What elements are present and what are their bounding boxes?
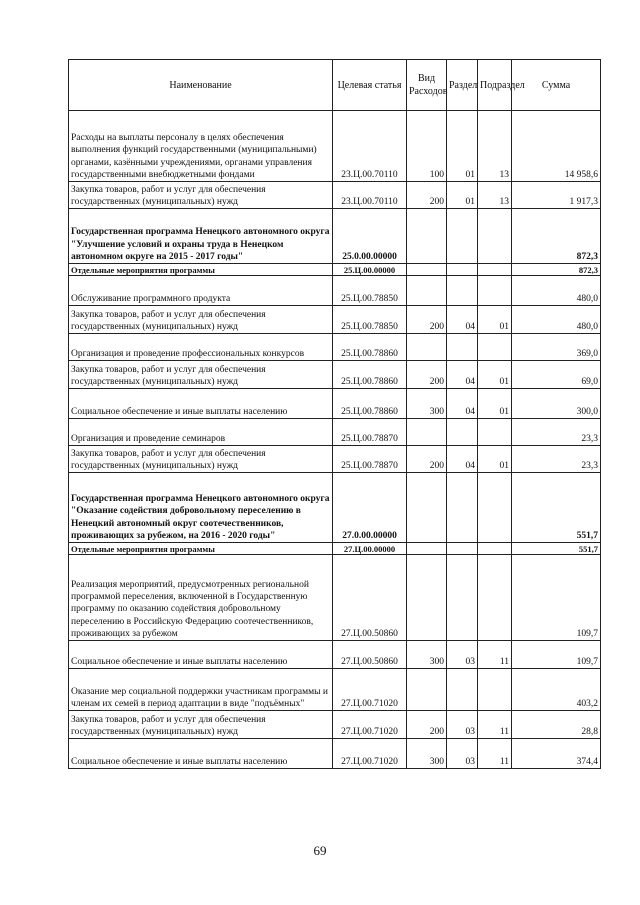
row-razdel: 04 [447, 446, 478, 473]
row-vid: 200 [407, 446, 447, 473]
row-podrazdel: 11 [478, 711, 512, 739]
row-podrazdel: 01 [478, 306, 512, 334]
row-sum: 480,0 [512, 276, 601, 306]
row-target: 27.Ц.00.71020 [333, 711, 407, 739]
row-sum: 374,4 [512, 739, 601, 769]
table-row [69, 306, 601, 334]
table-row [69, 669, 601, 711]
row-name: Закупка товаров, работ и услуг для обеспечения государственных (муниципальных) нужд [69, 711, 333, 739]
row-name: Оказание мер социальной поддержки участникам программы и членам их семей в период адаптации в виде "подъёмных" [69, 669, 333, 711]
row-name: Социальное обеспечение и иные выплаты населению [69, 739, 333, 769]
row-vid [407, 473, 447, 543]
header-target: Целевая статья [333, 60, 407, 111]
row-vid [407, 264, 447, 276]
row-target: 23.Ц.00.70110 [333, 111, 407, 182]
header-razdel: Раздел [447, 60, 478, 111]
table-row [69, 264, 601, 276]
row-sum: 69,0 [512, 361, 601, 389]
row-razdel [447, 334, 478, 361]
table-row [69, 473, 601, 543]
row-podrazdel: 01 [478, 389, 512, 419]
row-podrazdel [478, 555, 512, 641]
row-vid: 100 [407, 111, 447, 182]
table-row [69, 111, 601, 182]
row-target: 27.Ц.00.71020 [333, 669, 407, 711]
row-target: 27.Ц.00.00000 [333, 543, 407, 555]
row-name: Закупка товаров, работ и услуг для обеспечения государственных (муниципальных) нужд [69, 361, 333, 389]
row-razdel [447, 419, 478, 446]
row-sum: 551,7 [512, 473, 601, 543]
row-target: 23.Ц.00.70110 [333, 182, 407, 209]
row-razdel: 04 [447, 389, 478, 419]
row-podrazdel: 13 [478, 182, 512, 209]
header-summa: Сумма [512, 60, 601, 111]
table-row [69, 543, 601, 555]
row-vid: 200 [407, 306, 447, 334]
row-razdel: 03 [447, 711, 478, 739]
row-name: Социальное обеспечение и иные выплаты населению [69, 389, 333, 419]
row-razdel [447, 276, 478, 306]
row-podrazdel [478, 276, 512, 306]
row-sum: 1 917,3 [512, 182, 601, 209]
row-name: Организация и проведение профессиональных конкурсов [69, 334, 333, 361]
table-row [69, 641, 601, 669]
row-podrazdel [478, 419, 512, 446]
row-podrazdel [478, 334, 512, 361]
row-name: Государственная программа Ненецкого автономного округа "Оказание содействия добровольному переселению в Ненецкий автономный округ соотечественников, проживающих за рубежом, на 2016 - 2020 годы" [69, 473, 333, 543]
page-number: 69 [313, 843, 327, 858]
row-target: 25.Ц.00.78860 [333, 389, 407, 419]
row-razdel: 04 [447, 306, 478, 334]
row-target: 27.Ц.00.71020 [333, 739, 407, 769]
row-podrazdel: 11 [478, 641, 512, 669]
row-target: 27.Ц.00.50860 [333, 555, 407, 641]
table-row [69, 276, 601, 306]
row-target: 25.Ц.00.78860 [333, 334, 407, 361]
row-sum: 23,3 [512, 446, 601, 473]
row-vid [407, 276, 447, 306]
table-header-row [69, 60, 601, 111]
row-vid: 200 [407, 711, 447, 739]
row-vid [407, 419, 447, 446]
row-sum: 300,0 [512, 389, 601, 419]
row-sum: 14 958,6 [512, 111, 601, 182]
budget-table [68, 59, 601, 769]
row-sum: 369,0 [512, 334, 601, 361]
row-sum: 872,3 [512, 264, 601, 276]
row-name: Отдельные мероприятия программы [69, 264, 333, 276]
row-sum: 23,3 [512, 419, 601, 446]
row-sum: 109,7 [512, 555, 601, 641]
row-name: Закупка товаров, работ и услуг для обеспечения государственных (муниципальных) нужд [69, 446, 333, 473]
row-podrazdel [478, 209, 512, 264]
row-target: 25.Ц.00.00000 [333, 264, 407, 276]
row-target: 25.Ц.00.78870 [333, 419, 407, 446]
row-vid: 200 [407, 182, 447, 209]
row-target: 27.0.00.00000 [333, 473, 407, 543]
table-row [69, 361, 601, 389]
row-vid: 200 [407, 361, 447, 389]
row-razdel [447, 473, 478, 543]
row-vid [407, 555, 447, 641]
row-razdel: 04 [447, 361, 478, 389]
row-target: 25.Ц.00.78870 [333, 446, 407, 473]
table-row [69, 419, 601, 446]
row-razdel [447, 264, 478, 276]
row-name: Государственная программа Ненецкого автономного округа "Улучшение условий и охраны труда в Ненецком автономном округе на 2015 - 2017 годы" [69, 209, 333, 264]
row-target: 25.Ц.00.78850 [333, 306, 407, 334]
row-razdel [447, 543, 478, 555]
row-name: Закупка товаров, работ и услуг для обеспечения государственных (муниципальных) нужд [69, 306, 333, 334]
row-vid [407, 209, 447, 264]
row-sum: 551,7 [512, 543, 601, 555]
header-vid: Вид Расходов [407, 60, 447, 111]
row-sum: 872,3 [512, 209, 601, 264]
table-row [69, 182, 601, 209]
table-row [69, 389, 601, 419]
row-sum: 28,8 [512, 711, 601, 739]
row-name: Реализация мероприятий, предусмотренных региональной программой переселения, включенной в Государственную программу по оказанию содействия добровольному переселению в Российскую Федерацию соотечественников, проживающих за рубежом [69, 555, 333, 641]
row-razdel [447, 555, 478, 641]
row-razdel: 03 [447, 641, 478, 669]
row-name: Обслуживание программного продукта [69, 276, 333, 306]
table-row [69, 446, 601, 473]
row-podrazdel: 01 [478, 446, 512, 473]
row-target: 25.0.00.00000 [333, 209, 407, 264]
row-podrazdel [478, 473, 512, 543]
row-vid: 300 [407, 739, 447, 769]
row-sum: 403,2 [512, 669, 601, 711]
row-podrazdel: 13 [478, 111, 512, 182]
row-podrazdel [478, 264, 512, 276]
table-row [69, 555, 601, 641]
table-row [69, 739, 601, 769]
row-podrazdel: 11 [478, 739, 512, 769]
row-target: 25.Ц.00.78850 [333, 276, 407, 306]
row-name: Организация и проведение семинаров [69, 419, 333, 446]
row-vid: 300 [407, 641, 447, 669]
row-name: Отдельные мероприятия программы [69, 543, 333, 555]
row-razdel: 01 [447, 111, 478, 182]
row-target: 27.Ц.00.50860 [333, 641, 407, 669]
row-sum: 109,7 [512, 641, 601, 669]
row-razdel: 01 [447, 182, 478, 209]
row-razdel [447, 209, 478, 264]
row-target: 25.Ц.00.78860 [333, 361, 407, 389]
row-name: Закупка товаров, работ и услуг для обеспечения государственных (муниципальных) нужд [69, 182, 333, 209]
row-razdel [447, 669, 478, 711]
row-vid: 300 [407, 389, 447, 419]
row-podrazdel: 01 [478, 361, 512, 389]
row-sum: 480,0 [512, 306, 601, 334]
row-podrazdel [478, 669, 512, 711]
row-name: Расходы на выплаты персоналу в целях обеспечения выполнения функций государственными (муниципальными) органами, казёнными учреждениями, органами управления государственными внебюджетными фондами [69, 111, 333, 182]
table-row [69, 334, 601, 361]
table-row [69, 209, 601, 264]
row-razdel: 03 [447, 739, 478, 769]
header-podrazdel: Подраздел [478, 60, 512, 111]
table-row [69, 711, 601, 739]
row-vid [407, 543, 447, 555]
header-name: Наименование [69, 60, 333, 111]
row-vid [407, 334, 447, 361]
row-vid [407, 669, 447, 711]
row-podrazdel [478, 543, 512, 555]
row-name: Социальное обеспечение и иные выплаты населению [69, 641, 333, 669]
